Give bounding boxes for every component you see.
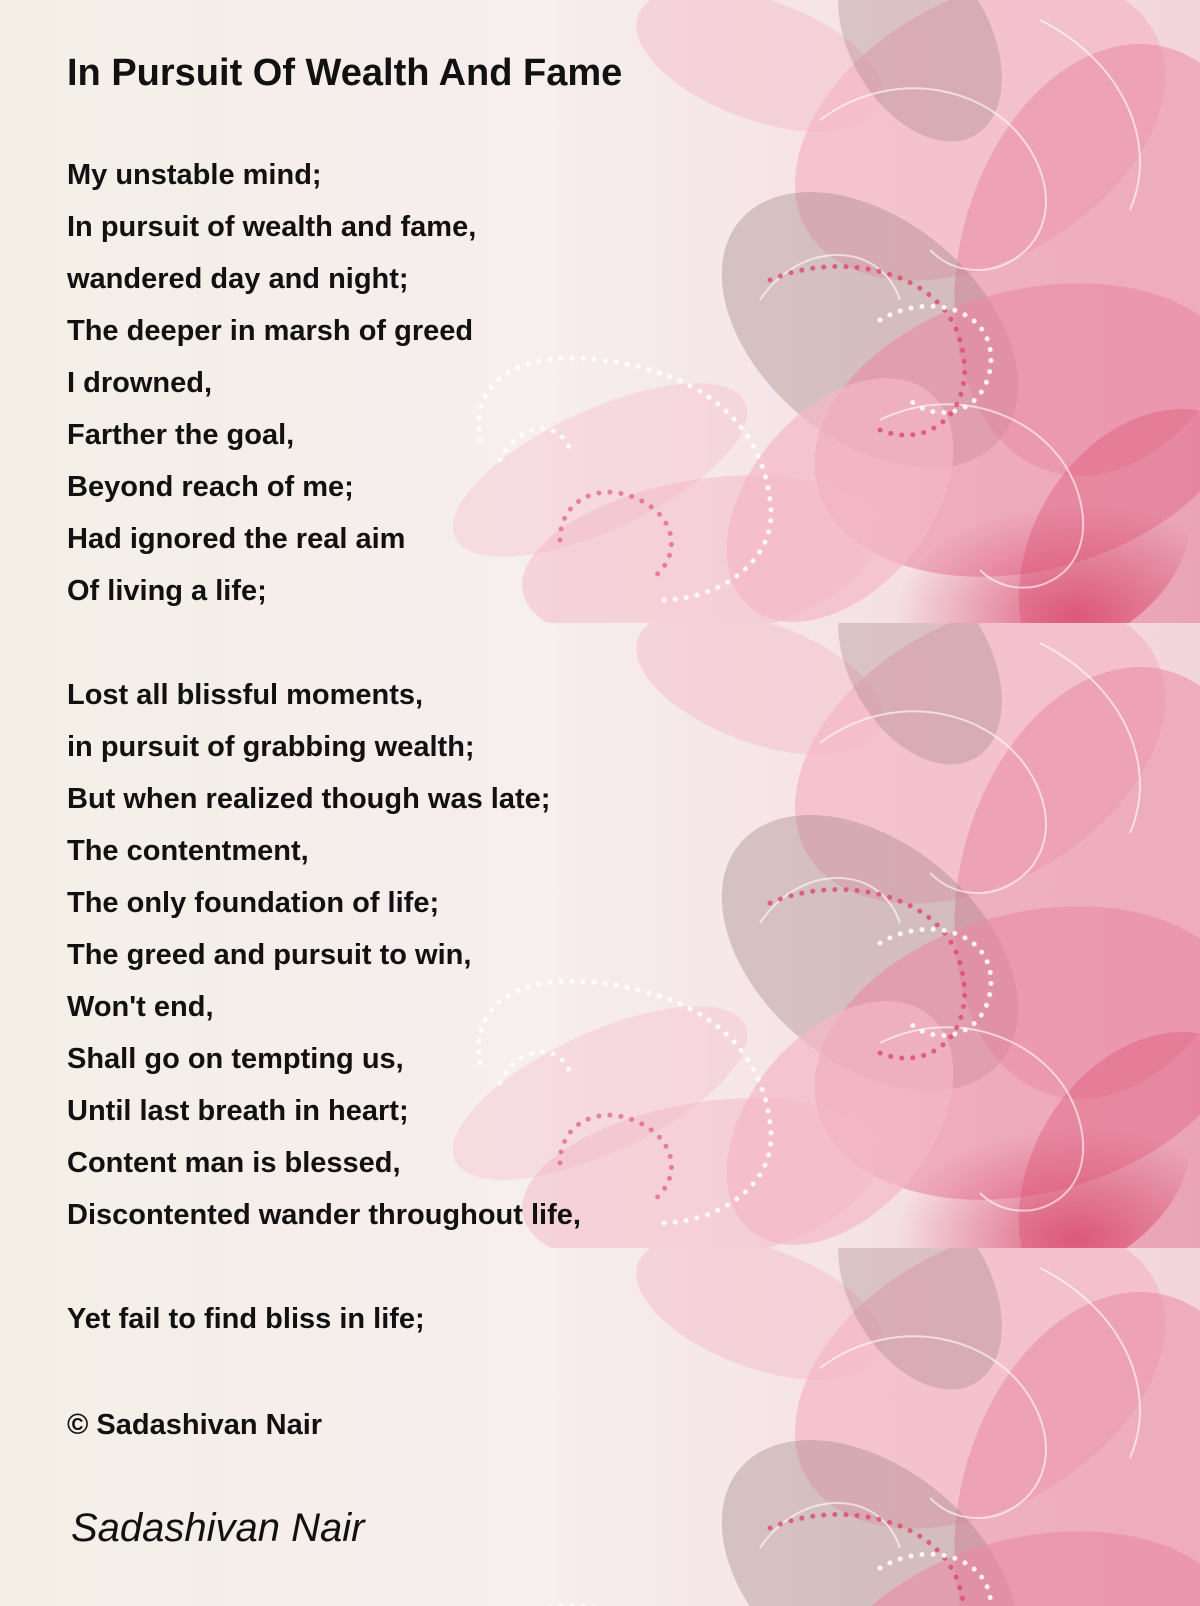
poem-line: Had ignored the real aim xyxy=(67,523,406,555)
poem-line: But when realized though was late; xyxy=(67,783,551,815)
poem-line: Content man is blessed, xyxy=(67,1147,401,1179)
poem-line: In pursuit of wealth and fame, xyxy=(67,211,477,243)
poem-title: In Pursuit Of Wealth And Fame xyxy=(67,52,623,94)
poem-line: The contentment, xyxy=(67,835,309,867)
poem-line: Won't end, xyxy=(67,991,214,1023)
poem-line: Beyond reach of me; xyxy=(67,471,354,503)
poem-line: Lost all blissful moments, xyxy=(67,679,424,711)
poem-line: The deeper in marsh of greed xyxy=(67,315,474,347)
stanza-2 xyxy=(67,669,581,1241)
poem-line: Farther the goal, xyxy=(67,419,295,451)
poem-line: My unstable mind; xyxy=(67,159,322,191)
poem-line: in pursuit of grabbing wealth; xyxy=(67,731,475,763)
poem-line: The only foundation of life; xyxy=(67,887,440,919)
poem-line: Until last breath in heart; xyxy=(67,1095,409,1127)
poem-line: The greed and pursuit to win, xyxy=(67,939,472,971)
poem-line: I drowned, xyxy=(67,367,212,399)
author-signature: Sadashivan Nair xyxy=(71,1506,365,1550)
poem-line: Discontented wander throughout life, xyxy=(67,1199,581,1231)
copyright-notice: © Sadashivan Nair xyxy=(67,1409,323,1441)
poem-line: Of living a life; xyxy=(67,575,267,607)
poem-line: Yet fail to find bliss in life; xyxy=(67,1303,425,1335)
stanza-1 xyxy=(67,149,476,617)
stanza-3 xyxy=(67,1293,425,1345)
poem-line: Shall go on tempting us, xyxy=(67,1043,404,1075)
poem-line: wandered day and night; xyxy=(67,263,409,295)
